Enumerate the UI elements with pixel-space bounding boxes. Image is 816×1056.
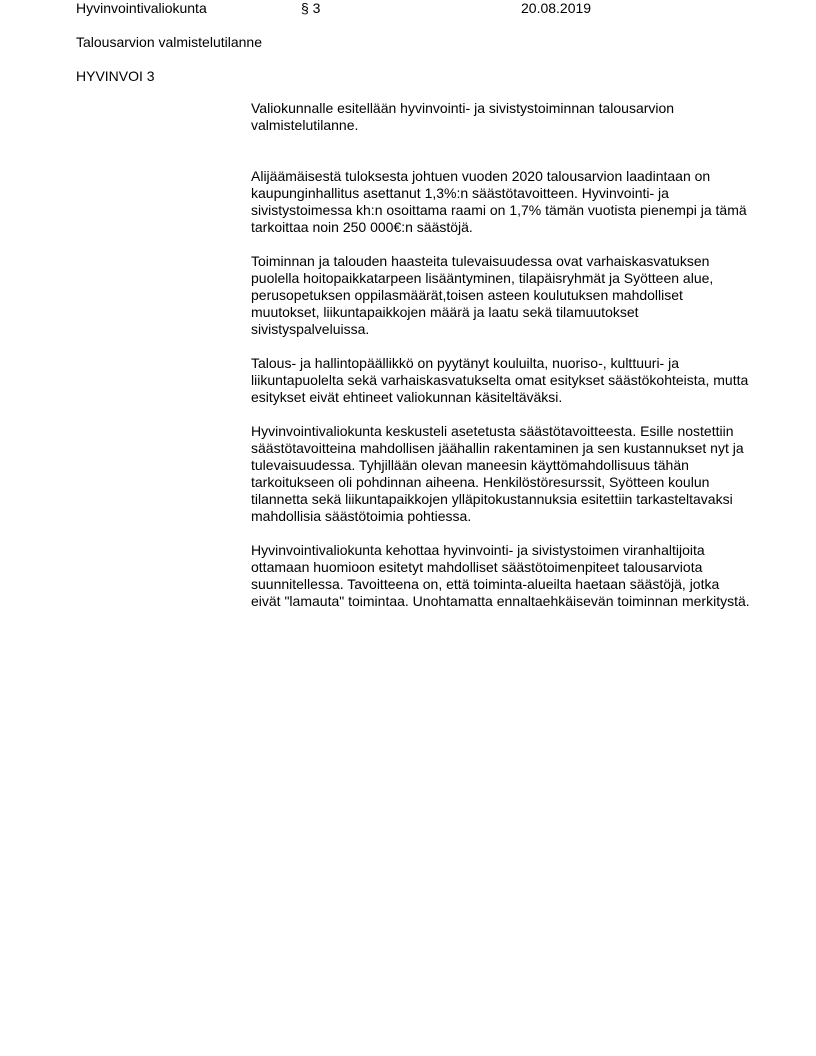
- paragraph-requests: Talous- ja hallintopäällikkö on pyytänyt kouluilta, nuoriso-, kulttuuri- ja liikuntapuolelta sekä varhaiskasvatukselta omat esitykset säästökohteista, mutta esitykset eivät ehtineet valiokunnan käsiteltäväksi.: [251, 355, 749, 405]
- meeting-date: 20.08.2019: [521, 0, 592, 16]
- paragraph-savings-target: Alijäämäisestä tuloksesta johtuen vuoden 2020 talousarvion laadintaan on kaupunginhallitus asettanut 1,3%:n säästötavoitteen. Hyvinvointi- ja sivistystoimessa kh:n osoittama raami on 1,7% tämän vuotista pienempi ja tämä tarkoittaa noin 250 000€:n säästöjä.: [251, 168, 747, 235]
- document-code: HYVINVOI 3: [76, 68, 155, 84]
- section-number: § 3: [301, 0, 321, 16]
- paragraph-recommendation: Hyvinvointivaliokunta kehottaa hyvinvointi- ja sivistystoimen viranhaltijoita ottamaan huomioon esitetyt mahdolliset säästötoimenpiteet talousarviota suunnitellessa. Tavoitteena on, että toiminta-alueilta haetaan säästöjä, jotka eivät "lamauta" toimintaa. Unohtamatta ennaltaehkäisevän toiminnan merkitystä.: [251, 542, 750, 609]
- document-title: Talousarvion valmistelutilanne: [76, 34, 262, 50]
- paragraph-discussion: Hyvinvointivaliokunta keskusteli asetetusta säästötavoitteesta. Esille nostettiin säästötavoitteina mahdollisen jäähallin rakentaminen ja sen kustannukset nyt ja tulevaisuudessa. Tyhjillään olevan maneesin käyttömahdollisuus tähän tarkoitukseen oli pohdinnan aiheena. Henkilöstöresurssit, Syötteen koulun tilannetta sekä liikuntapaikkojen ylläpitokustannuksia esitettiin tarkasteltavaksi mahdollisia säästötoimia pohtiessa.: [251, 423, 744, 524]
- paragraph-intro: Valiokunnalle esitellään hyvinvointi- ja sivistystoiminnan talousarvion valmistelutilanne.: [251, 100, 675, 133]
- document-body: [251, 100, 751, 610]
- paragraph-challenges: Toiminnan ja talouden haasteita tulevaisuudessa ovat varhaiskasvatuksen puolella hoitopaikkatarpeen lisääntyminen, tilapäisryhmät ja Syötteen alue, perusopetuksen oppilasmäärät,toisen asteen koulutuksen mahdolliset muutokset, liikuntapaikkojen määrä ja laatu sekä tilamuutokset sivistyspalveluissa.: [251, 253, 714, 337]
- committee-name: Hyvinvointivaliokunta: [76, 0, 207, 16]
